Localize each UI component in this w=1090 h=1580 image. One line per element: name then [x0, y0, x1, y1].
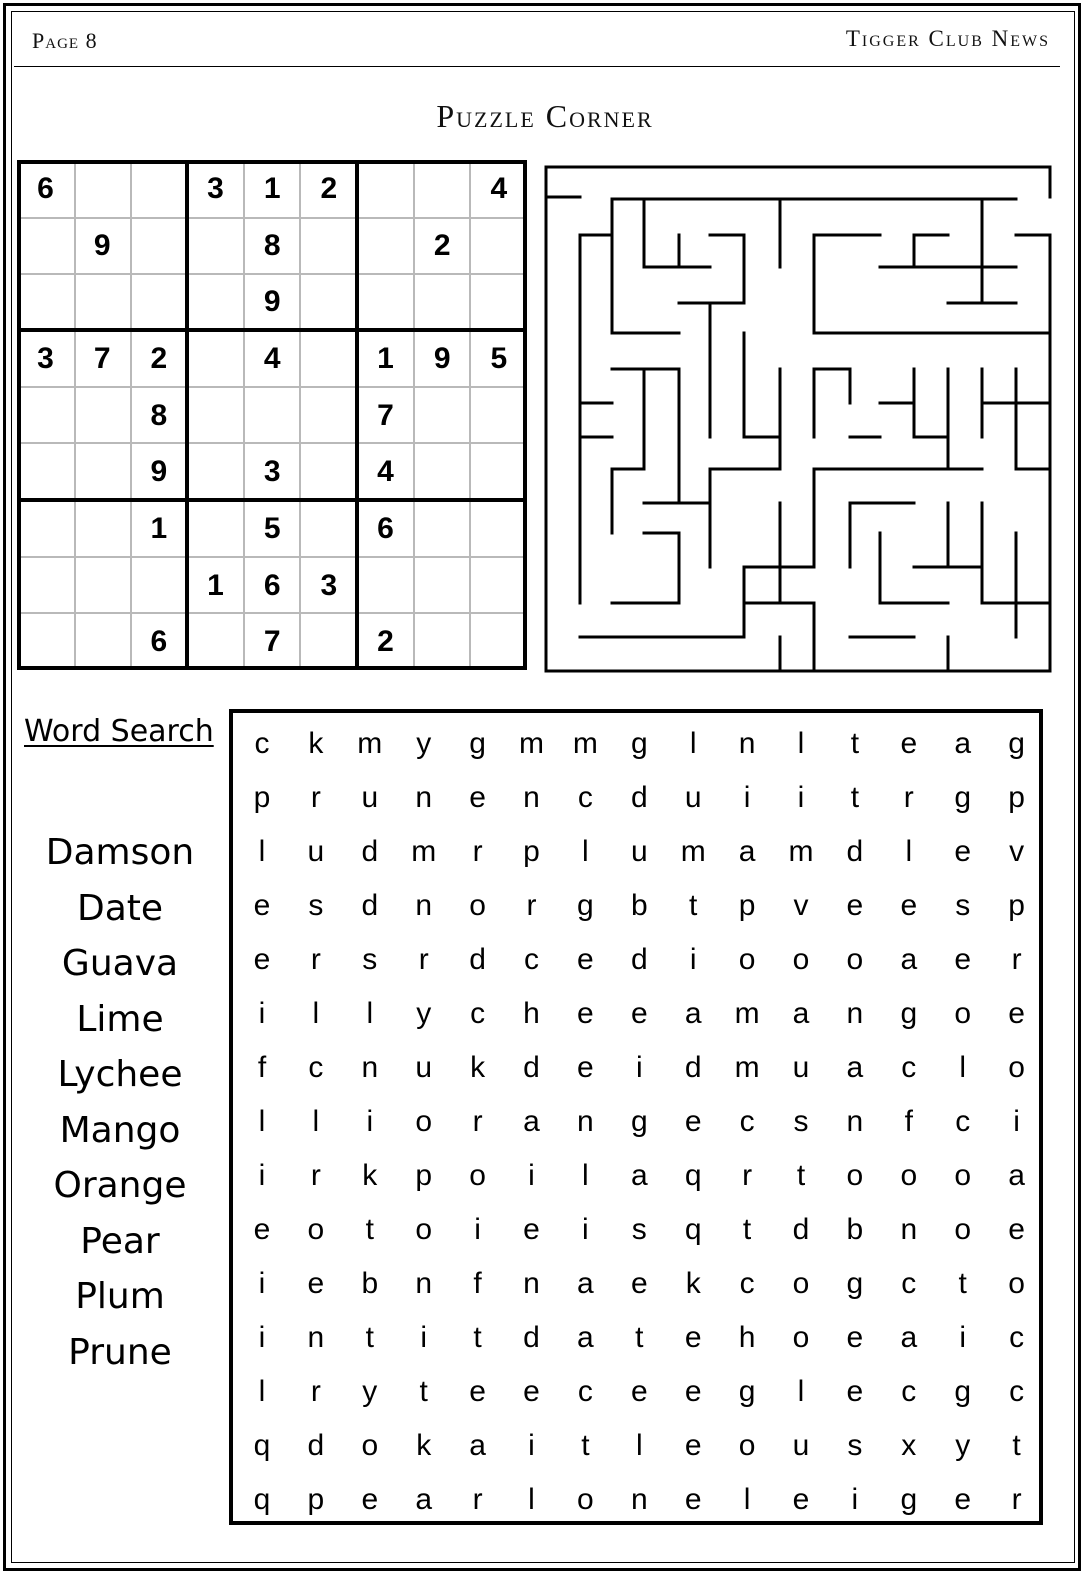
word-search-letter: e: [900, 889, 918, 922]
sudoku-cell: 3: [320, 568, 338, 602]
sudoku-cell: 1: [263, 172, 281, 205]
word-search-letter: e: [846, 889, 864, 922]
sudoku-cell: 5: [263, 512, 281, 546]
word-search-letter: e: [253, 943, 271, 976]
sudoku-cell: 8: [150, 398, 168, 432]
word-search-letter: p: [1008, 781, 1025, 814]
sudoku-cell: 7: [93, 342, 111, 375]
newsletter-title: Tigger Club News: [845, 26, 1050, 51]
word-search-letter: t: [742, 1213, 752, 1246]
sudoku-cell: 4: [263, 342, 281, 375]
maze-walls: [544, 163, 1054, 675]
word-search-letter: o: [900, 1159, 918, 1192]
word-search-letter: e: [577, 1051, 594, 1084]
word-search-letter: a: [630, 1159, 648, 1192]
word-search-letter: e: [307, 1267, 325, 1300]
word-search-letter: t: [419, 1375, 428, 1408]
word-search-letter: l: [258, 835, 266, 868]
sudoku-cell: 3: [263, 455, 281, 489]
word-search-letter: r: [1011, 943, 1022, 976]
word-search-letter: u: [792, 1051, 810, 1084]
word-search-letter: e: [792, 1483, 810, 1516]
word-search-letter: k: [685, 1267, 701, 1300]
word-search-letter: a: [846, 1051, 864, 1084]
word-search-letter: s: [793, 1105, 809, 1138]
word-list-item: Orange: [53, 1165, 187, 1206]
word-search-heading: Word Search: [24, 714, 214, 749]
word-search-letter: y: [362, 1375, 378, 1408]
word-search-letter: t: [796, 1159, 806, 1192]
word-list-item: Mango: [59, 1109, 181, 1151]
word-search-letter: e: [630, 997, 648, 1030]
sudoku-cell: 3: [207, 172, 224, 205]
word-search-letter: d: [523, 1051, 540, 1084]
word-search-letter: q: [684, 1213, 702, 1246]
word-search-letter: c: [955, 1105, 971, 1138]
sudoku-cell: 8: [263, 228, 281, 262]
word-search-letter: i: [635, 1051, 643, 1084]
word-search-letter: q: [684, 1159, 702, 1192]
word-search-letter: a: [954, 727, 972, 760]
word-search-letter: e: [361, 1483, 379, 1516]
word-search-letter: r: [472, 1483, 483, 1516]
word-search-letter: e: [469, 1375, 486, 1408]
word-search-letter: e: [523, 1213, 540, 1246]
word-search-letter: u: [792, 1429, 810, 1462]
word-search-letter: t: [365, 1213, 374, 1246]
word-search-letter: r: [903, 781, 914, 814]
sudoku-cell: 5: [490, 342, 508, 375]
word-search-letter: d: [523, 1321, 540, 1354]
word-search-letter: n: [738, 727, 756, 760]
word-search-letter: i: [528, 1159, 535, 1192]
word-search-letter: i: [258, 1159, 266, 1192]
word-search-letter: s: [847, 1429, 863, 1462]
word-search-letter: c: [1009, 1375, 1025, 1408]
word-search-letter: a: [523, 1105, 540, 1138]
word-search-letter: c: [739, 1105, 755, 1138]
sudoku-cell: 2: [320, 172, 338, 205]
word-search-letter: d: [361, 889, 379, 922]
word-search-letter: o: [415, 1213, 433, 1246]
word-search-letter: l: [959, 1051, 967, 1084]
word-search-letter: k: [470, 1051, 486, 1084]
sudoku-cell: 6: [263, 568, 281, 602]
word-search-letter: c: [308, 1051, 324, 1084]
word-search-letter: d: [846, 835, 864, 868]
word-search-letter: b: [361, 1267, 379, 1300]
word-search-letter: e: [954, 943, 972, 976]
word-search-letter: g: [577, 889, 594, 922]
word-search-letter: k: [362, 1159, 378, 1192]
sudoku-puzzle: [17, 160, 527, 670]
word-search-letter: i: [582, 1213, 589, 1246]
word-search-letter: s: [308, 889, 324, 922]
word-search-letter: q: [253, 1483, 271, 1516]
word-search-letter: p: [738, 889, 756, 922]
word-search-letter: u: [415, 1051, 433, 1084]
word-search-letter: r: [1011, 1483, 1022, 1516]
word-search-letter: l: [905, 835, 913, 868]
word-search-letter: t: [473, 1321, 482, 1354]
word-search-letter: o: [1008, 1051, 1025, 1084]
word-search-letter: a: [900, 1321, 918, 1354]
word-search-letter: t: [850, 727, 860, 760]
header-rule: [14, 66, 1060, 67]
word-search-letter: r: [418, 943, 429, 976]
word-search-letter: е: [900, 727, 918, 760]
word-search-letter: l: [797, 1375, 805, 1408]
word-search-letter: p: [523, 835, 540, 868]
word-search-letter: e: [954, 1483, 972, 1516]
word-search-letter: e: [684, 1483, 702, 1516]
word-search-letter: r: [472, 1105, 483, 1138]
word-list-item: Damson: [45, 832, 195, 873]
word-search-letter: d: [630, 781, 648, 814]
sudoku-cell: 9: [263, 285, 281, 319]
word-search-letter: y: [955, 1429, 971, 1462]
word-search-letter: d: [469, 943, 486, 976]
word-search-letter: p: [253, 781, 271, 814]
word-search-letter: g: [900, 997, 918, 1030]
sudoku-cell: 7: [263, 625, 281, 659]
word-search-letter: o: [361, 1429, 379, 1462]
word-search-letter: n: [307, 1321, 325, 1354]
word-list-item: Plum: [75, 1276, 165, 1317]
word-search-letter: k: [416, 1429, 432, 1462]
word-search-letter: l: [743, 1483, 751, 1516]
sudoku-cell: 2: [433, 228, 451, 262]
word-search-letter: d: [684, 1051, 702, 1084]
word-search-letter: q: [253, 1429, 271, 1462]
word-search-letter: b: [846, 1213, 864, 1246]
word-search-letter: a: [1008, 1159, 1025, 1192]
word-search-letter: a: [415, 1483, 433, 1516]
word-search-letter: o: [792, 943, 810, 976]
word-search-letter: i: [528, 1429, 535, 1462]
sudoku-cell: 6: [150, 625, 168, 659]
word-search-letter: c: [901, 1267, 917, 1300]
word-search-letter: p: [415, 1159, 433, 1192]
word-search-letter: e: [523, 1375, 540, 1408]
word-search-letter: f: [473, 1267, 482, 1300]
word-search-letter: h: [738, 1321, 756, 1354]
word-search-letter: n: [523, 781, 540, 814]
word-search-letter: r: [310, 781, 321, 814]
word-search-letter: g: [630, 727, 648, 760]
word-search-letter: e: [253, 889, 271, 922]
word-list-item: Guava: [61, 943, 179, 984]
word-search-letter: x: [901, 1429, 917, 1462]
word-search-letter: r: [310, 1159, 321, 1192]
word-search-letter: i: [851, 1483, 859, 1516]
word-search-letter: i: [689, 943, 697, 976]
sudoku-cell: 9: [150, 455, 168, 489]
sudoku-cell: 2: [377, 625, 394, 659]
word-search-letter: n: [630, 1483, 648, 1516]
word-search-letter: c: [470, 997, 486, 1030]
word-search-letter: r: [526, 889, 537, 922]
word-search-letter: i: [258, 997, 266, 1030]
word-search-letter: u: [307, 835, 325, 868]
word-search-letter: t: [635, 1321, 644, 1354]
word-search-letter: v: [793, 889, 809, 922]
sudoku-cell: 1: [150, 512, 168, 546]
sudoku-cell: 9: [93, 228, 111, 262]
word-search-letter: a: [792, 997, 810, 1030]
word-search-letter: m: [680, 835, 706, 868]
word-search-letter: l: [689, 727, 697, 760]
word-search-letter: o: [846, 1159, 864, 1192]
word-search-letter: u: [630, 835, 648, 868]
word-search-letter: e: [684, 1105, 702, 1138]
word-search-letter: o: [792, 1267, 810, 1300]
word-search-letter: a: [684, 997, 702, 1030]
word-search-letter: m: [788, 835, 814, 868]
word-search-letter: e: [1008, 997, 1025, 1030]
word-search-letter: g: [469, 727, 486, 760]
word-search-letter: c: [739, 1267, 755, 1300]
word-search-letter: f: [257, 1051, 267, 1084]
word-search-letter: a: [900, 943, 918, 976]
word-search-letter: i: [420, 1321, 428, 1354]
word-search-letter: l: [528, 1483, 535, 1516]
word-search-letter: d: [307, 1429, 325, 1462]
word-list: [20, 825, 220, 1380]
word-search-letter: t: [581, 1429, 590, 1462]
word-list-item: Lychee: [57, 1054, 183, 1095]
word-search-letter: e: [684, 1321, 702, 1354]
word-search-letter: n: [846, 997, 864, 1030]
word-search-letter: i: [474, 1213, 481, 1246]
word-search-letter: s: [955, 889, 971, 922]
word-search-letter: l: [312, 1105, 320, 1138]
word-search-letter: m: [734, 997, 760, 1030]
word-search-letter: l: [582, 1159, 589, 1192]
word-search-letter: h: [523, 997, 540, 1030]
word-search-letter: e: [954, 835, 972, 868]
word-search-letter: a: [469, 1429, 486, 1462]
word-search-letter: c: [901, 1375, 917, 1408]
word-search-letter: n: [361, 1051, 379, 1084]
sudoku-cell: 6: [377, 512, 394, 546]
word-search-grid: [229, 709, 1043, 1525]
word-search-letter: g: [954, 781, 972, 814]
sudoku-cell: 1: [207, 568, 224, 602]
word-search-letter: o: [954, 997, 972, 1030]
sudoku-cell: 4: [490, 172, 508, 205]
word-search-letter: l: [312, 997, 320, 1030]
word-search-letter: r: [310, 1375, 321, 1408]
word-search-letter: c: [577, 781, 593, 814]
word-search-letter: o: [307, 1213, 325, 1246]
word-search-letter: m: [411, 835, 437, 868]
word-list-item: Pear: [80, 1220, 160, 1262]
word-search-letter: o: [954, 1159, 972, 1192]
word-search-letter: b: [630, 889, 648, 922]
word-search-letter: l: [258, 1105, 266, 1138]
word-search-letter: m: [519, 727, 544, 760]
word-search-letter: s: [362, 943, 378, 976]
word-search-letter: o: [738, 943, 756, 976]
sudoku-cell: 6: [37, 172, 54, 205]
word-search-letter: s: [631, 1213, 647, 1246]
word-search-letter: r: [742, 1159, 753, 1192]
word-search-letter: a: [577, 1267, 594, 1300]
word-list-item: Prune: [68, 1331, 172, 1373]
word-search-letter: e: [684, 1375, 702, 1408]
word-search-letter: c: [901, 1051, 917, 1084]
word-search-letter: l: [635, 1429, 643, 1462]
word-search-letter: m: [357, 727, 383, 760]
word-search-letter: e: [846, 1321, 864, 1354]
word-search-letter: a: [577, 1321, 594, 1354]
word-search-letter: e: [1008, 1213, 1025, 1246]
word-search-letter: o: [1008, 1267, 1025, 1300]
word-search-letter: e: [577, 943, 594, 976]
sudoku-cell: 7: [377, 398, 394, 432]
word-search-letter: d: [630, 943, 648, 976]
word-search-letter: g: [738, 1375, 756, 1408]
word-search-letter: n: [523, 1267, 540, 1300]
word-search-letter: p: [1008, 889, 1025, 922]
word-search-letter: l: [366, 997, 374, 1030]
sudoku-cell: 4: [377, 455, 394, 489]
word-search-letter: i: [1013, 1105, 1020, 1138]
word-search-letter: i: [366, 1105, 374, 1138]
word-search-letter: y: [416, 727, 432, 760]
sudoku-cell: 9: [433, 342, 451, 375]
section-title: Puzzle Corner: [436, 98, 654, 134]
word-search-letter: g: [954, 1375, 972, 1408]
word-search-letter: d: [792, 1213, 810, 1246]
word-search-letter: r: [472, 835, 483, 868]
word-search-letter: p: [307, 1483, 325, 1516]
word-search-letter: o: [469, 1159, 486, 1192]
word-search-letter: o: [846, 943, 864, 976]
word-search-letter: l: [582, 835, 589, 868]
word-search-letter: l: [258, 1375, 266, 1408]
word-search-letter: k: [308, 727, 324, 760]
word-search-letter: i: [258, 1321, 266, 1354]
maze-puzzle: [544, 163, 1054, 675]
word-search-letter: i: [959, 1321, 967, 1354]
word-search-letter: n: [415, 889, 433, 922]
word-search-letter: o: [954, 1213, 972, 1246]
word-search-letter: l: [797, 727, 805, 760]
sudoku-cell: 3: [37, 342, 54, 375]
word-search-letter: r: [310, 943, 321, 976]
word-search-letter: c: [1009, 1321, 1025, 1354]
word-search-letter: n: [846, 1105, 864, 1138]
word-search-letter: o: [577, 1483, 594, 1516]
word-search-letter: o: [792, 1321, 810, 1354]
word-search-letter: m: [572, 727, 598, 760]
word-search-letter: f: [904, 1105, 913, 1138]
word-search-letter: g: [1008, 727, 1025, 760]
word-search-letter: c: [524, 943, 539, 976]
word-search-letter: m: [734, 1051, 760, 1084]
word-search-letter: i: [258, 1267, 266, 1300]
word-search-letter: t: [1012, 1429, 1021, 1462]
word-search-letter: n: [900, 1213, 918, 1246]
word-search-letter: n: [415, 781, 433, 814]
word-search-letter: a: [738, 835, 756, 868]
word-search-letter: e: [577, 997, 594, 1030]
word-search-letter: t: [850, 781, 860, 814]
word-search-letter: v: [1009, 835, 1025, 868]
sudoku-cell: 1: [377, 342, 394, 375]
word-search-letter: d: [361, 835, 379, 868]
page-number: Page 8: [32, 28, 98, 53]
word-list-item: Lime: [76, 998, 164, 1040]
word-search-letter: t: [958, 1267, 967, 1300]
word-search-letter: t: [689, 889, 698, 922]
word-search-letter: u: [361, 781, 379, 814]
word-search-letter: e: [684, 1429, 702, 1462]
word-search-letter: o: [469, 889, 486, 922]
word-search-letter: i: [743, 781, 751, 814]
word-search-letter: c: [577, 1375, 593, 1408]
word-search-letter: e: [630, 1267, 648, 1300]
word-search-letter: g: [846, 1267, 864, 1300]
word-search-letter: n: [577, 1105, 594, 1138]
sudoku-cell: 2: [150, 342, 168, 375]
word-search-letter: g: [630, 1105, 648, 1138]
word-search-letter: e: [630, 1375, 648, 1408]
word-search-letter: i: [797, 781, 805, 814]
word-search-letter: t: [365, 1321, 374, 1354]
word-search-letter: e: [846, 1375, 864, 1408]
word-search-letter: c: [254, 727, 270, 760]
word-search-letter: g: [900, 1483, 918, 1516]
word-search-letter: e: [469, 781, 486, 814]
word-search-letter: e: [253, 1213, 271, 1246]
word-search-letter: o: [738, 1429, 756, 1462]
word-search-letter: n: [415, 1267, 433, 1300]
word-search-letter: u: [684, 781, 702, 814]
word-search-letter: o: [415, 1105, 433, 1138]
word-search-letter: y: [416, 997, 432, 1030]
word-list-item: Date: [76, 887, 164, 929]
